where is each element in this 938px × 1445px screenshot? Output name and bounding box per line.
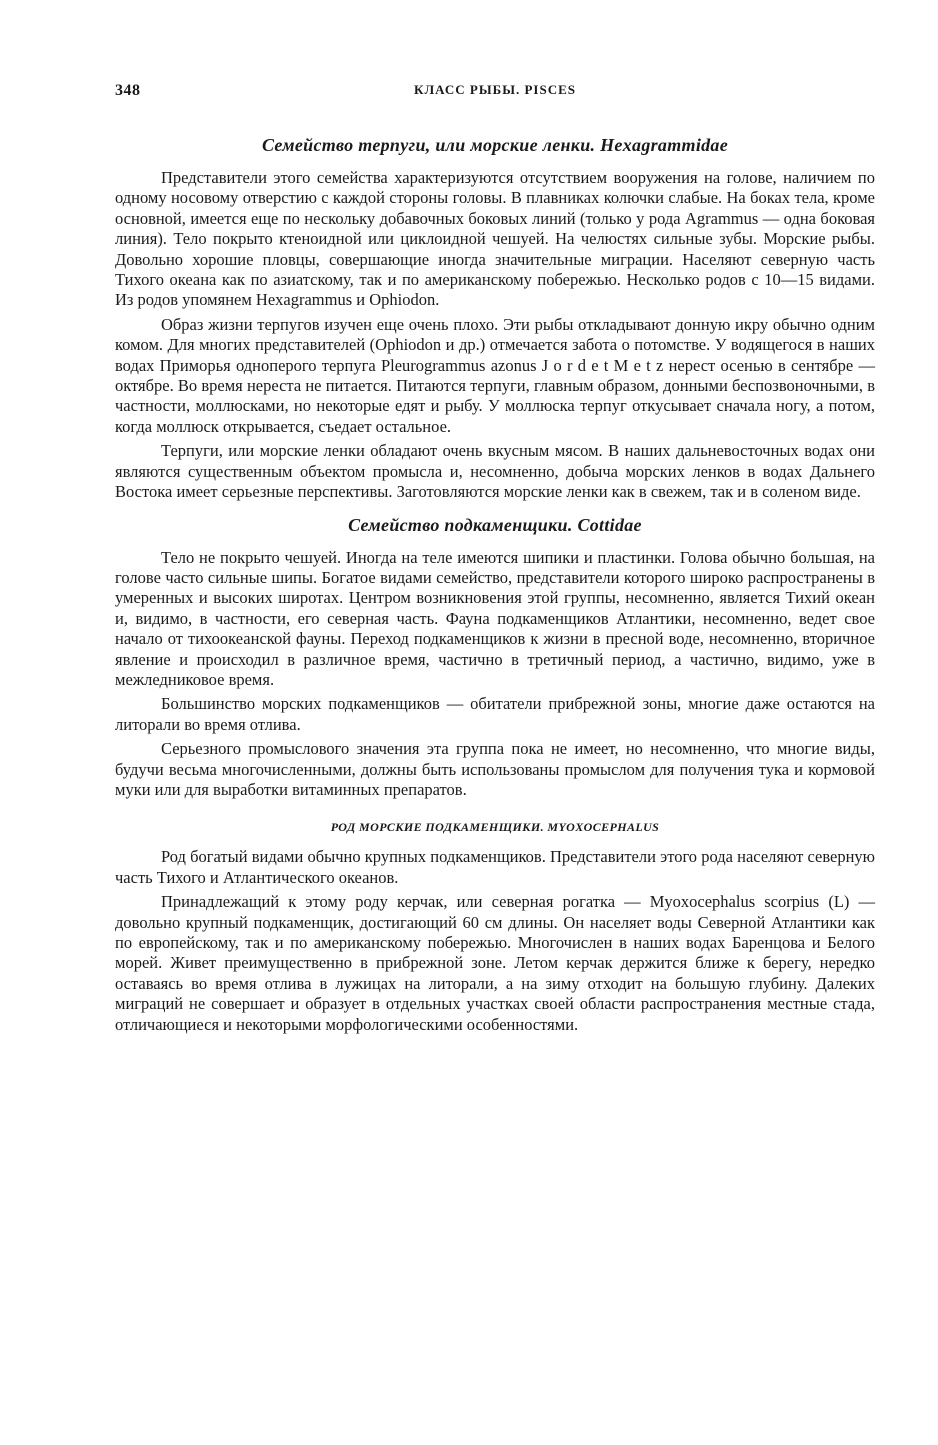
section-heading-hexagrammidae: Семейство терпуги, или морские ленки. Hexagrammidae — [261, 135, 729, 155]
paragraph: Представители этого семейства характеризуются отсутствием вооружения на голове, наличием по одному носовому отверстию с каждой стороны головы. В плавниках колючки слабые. На боках тела, кроме основной, имеется еще по нескольку добавочных боковых линий (только у рода Agrammus — одна боковая линия). Тело покрыто ктеноидной или циклоидной чешуей. На челюстях сильные зубы. Морские рыбы. Довольно хорошие пловцы, совершающие иногда значительные миграции. Населяют северную часть Тихого океана как по азиатскому, так и по американскому побережью. Несколько родов с 10—15 видами. Из родов упомянем Hexagrammus и Ophiodon. — [115, 168, 875, 310]
paragraph: Род богатый видами обычно крупных подкаменщиков. Представители этого рода населяют северную часть Тихого и Атлантического океанов. — [115, 847, 875, 887]
paragraph: Тело не покрыто чешуей. Иногда на теле имеются шипики и пластинки. Голова обычно большая, на голове часто сильные шипы. Богатое видами семейство, представители которого широко распространены в умеренных и высоких широтах. Центром возникновения этой группы, несомненно, является Тихий океан и, видимо, в частности, его северная часть. Фауна подкаменщиков Атлантики, несомненно, ведет свое начало от тихоокеанской фауны. Переход подкаменщиков к жизни в пресной воде, несомненно, вторичное явление и происходил в различное время, частично в третичный период, а частично, видимо, уже в межледниковое время. — [115, 547, 875, 689]
running-head — [115, 78, 875, 102]
paragraph: Большинство морских подкаменщиков — обитатели прибрежной зоны, многие даже остаются на литорали во время отлива. — [115, 694, 875, 734]
paragraph: Образ жизни терпугов изучен еще очень плохо. Эти рыбы откладывают донную икру обычно одним комом. Для многих представителей (Ophiodon и др.) отмечается забота о потомстве. У водящегося в наших водах Приморья одноперого терпуга Pleurogrammus azonus J o r d e t M e t z нерест осенью в сентябре — октябре. Во время нереста не питается. Питаются терпуги, главным образом, донными беспозвоночными, в частности, моллюсками, но некоторые едят и рыбу. У моллюска терпуг откусывает сначала ногу, а потом, когда моллюск открывается, съедает остальное. — [115, 314, 875, 436]
section-heading-cottidae: Семейство подкаменщики. Cottidae — [348, 514, 642, 535]
book-page — [115, 78, 875, 1035]
paragraph: Серьезного промыслового значения эта группа пока не имеет, но несомненно, что многие виды, будучи весьма многочисленными, должны быть использованы промыслом для получения тука и кормовой муки или для выработки витаминных препаратов. — [115, 739, 875, 799]
page-number: 348 — [115, 82, 141, 99]
paragraph: Принадлежащий к этому роду керчак, или северная рогатка — Myoxocephalus scorpius (L) — довольно крупный подкаменщик, достигающий 60 см длины. Он населяет воды Северной Атлантики как по европейскому, так и по американскому побережью. Многочислен в наших водах Баренцова и Белого морей. Живет преимущественно в прибрежной зоне. Летом керчак держится ближе к берегу, нередко оставаясь во время отлива в лужицах на литорали, а на зиму отходит на большую глубину. Далеких миграций не совершает и образует в отдельных участках своей области распространения местные стада, отличающиеся и некоторыми морфологическими особенностями. — [115, 892, 875, 1034]
paragraph: Терпуги, или морские ленки обладают очень вкусным мясом. В наших дальневосточных водах они являются существенным объектом промысла и, несомненно, добыча морских ленков в водах Дальнего Востока имеет серьезные перспективы. Заготовляются морские ленки как в свежем, так и в соленом виде. — [115, 441, 875, 502]
running-title: КЛАСС РЫБЫ. PISCES — [414, 82, 576, 97]
genus-heading-myoxocephalus: РОД МОРСКИЕ ПОДКАМЕНЩИКИ. MYOXOCEPHALUS — [330, 820, 660, 835]
